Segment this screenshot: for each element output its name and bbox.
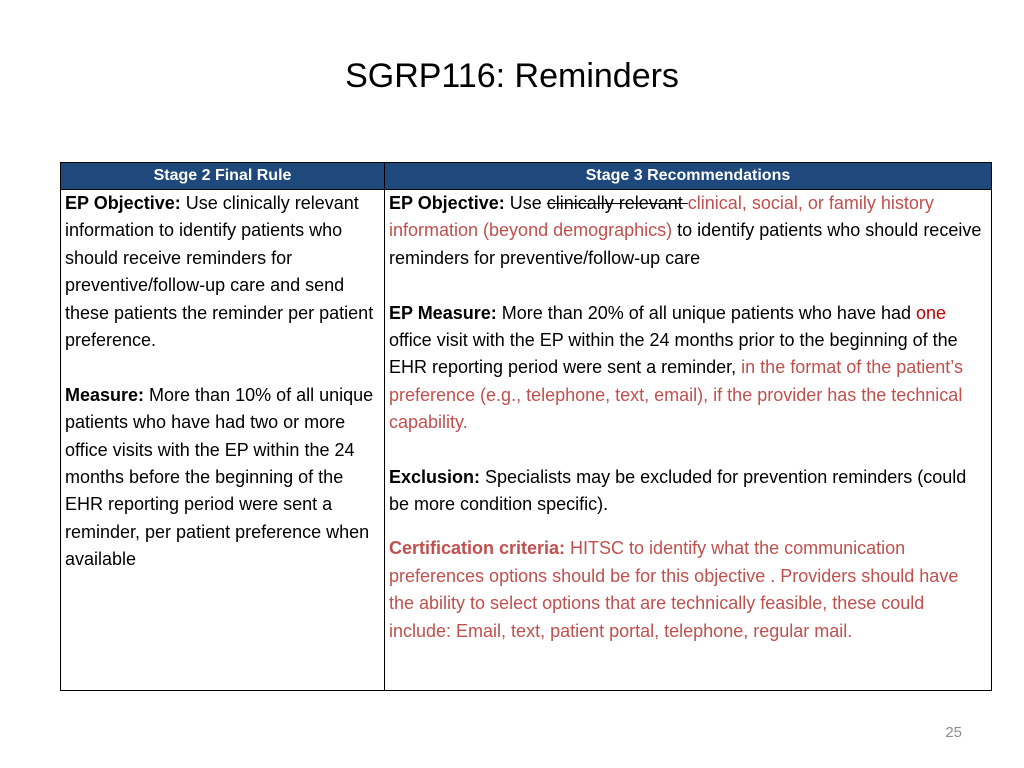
stage3-cell xyxy=(385,190,992,691)
stage3-objective-added-text: clinical, social, or family history information (beyond demographics) xyxy=(389,193,934,241)
table-header-row xyxy=(61,163,992,190)
header-stage3-recommendations: Stage 3 Recommendations xyxy=(385,163,992,190)
stage3-objective xyxy=(389,190,988,272)
stage2-measure-text: More than 10% of all unique patients who have had two or more office visits with the EP within the 24 months before the beginning of the EHR reporting period were sent a reminder, per patient preference when available xyxy=(65,384,374,570)
stage2-measure-label: Measure: xyxy=(65,384,145,405)
stage2-objective xyxy=(65,190,381,354)
stage3-objective-text-before: Use xyxy=(504,193,547,213)
stage2-objective-text: Use clinically relevant information to identify patients who should receive reminders for preventive/follow-up care and send these patients the reminder per patient preference. xyxy=(65,193,374,351)
stage3-exclusion-label: Exclusion: xyxy=(389,467,481,488)
stage3-measure-added-text: in the format of the patient’s preference (e.g., telephone, text, email), if the provider has the technical capability. xyxy=(389,357,963,433)
stage3-objective-text-after: to identify patients who should receive reminders for preventive/follow-up care xyxy=(389,220,982,268)
table-row xyxy=(61,190,992,691)
page-number: 25 xyxy=(945,724,962,741)
stage3-certification-text: HITSC to identify what the communication preferences options should be for this objective . Providers should have the ability to select options that are technically feasible, these could include: Email, text, patient portal, telephone, regular mail. xyxy=(389,538,959,641)
stage2-measure xyxy=(65,382,381,574)
header-stage2-final-rule: Stage 2 Final Rule xyxy=(61,163,385,190)
stage3-exclusion-text: Specialists may be excluded for prevention reminders (could be more condition specific). xyxy=(389,467,967,515)
stage3-objective-struck-text: clinically relevant xyxy=(546,193,688,213)
stage3-objective-label: EP Objective: xyxy=(389,193,505,213)
stage2-cell xyxy=(61,190,385,691)
stage3-exclusion xyxy=(389,464,988,519)
stage3-measure-text-after: office visit with the EP within the 24 months prior to the beginning of the EHR reporting period were sent a reminder, xyxy=(389,330,958,378)
stage3-measure-label: EP Measure: xyxy=(389,302,497,323)
stage3-certification xyxy=(389,535,988,645)
stage2-objective-label: EP Objective: xyxy=(65,193,181,213)
stage3-measure xyxy=(389,300,988,437)
stage3-measure-changed-text: one xyxy=(916,302,947,323)
stage3-measure-text-before: More than 20% of all unique patients who have had xyxy=(496,302,917,323)
comparison-table xyxy=(60,162,992,691)
stage3-certification-label: Certification criteria: xyxy=(389,538,566,559)
slide-title: SGRP116: Reminders xyxy=(345,57,679,95)
